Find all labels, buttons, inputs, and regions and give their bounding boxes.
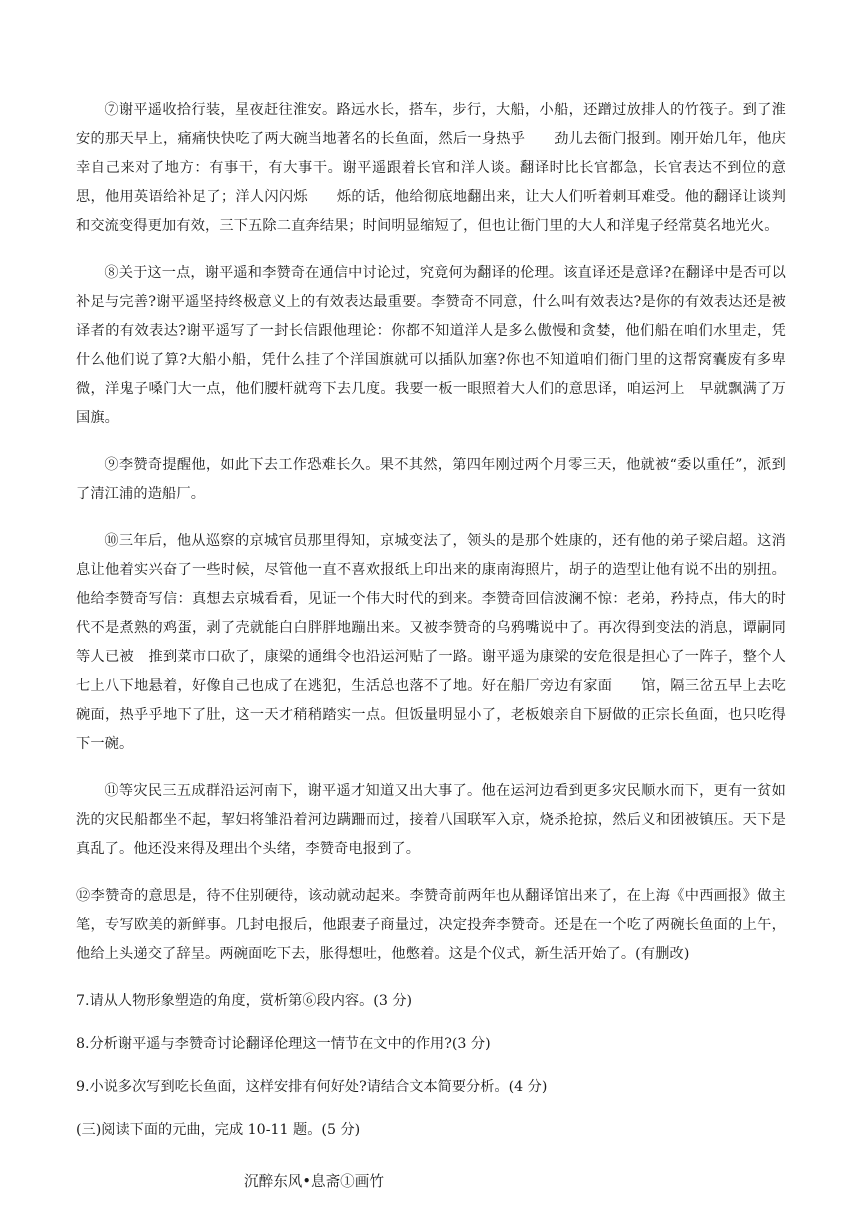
paragraph-9: ⑨李赞奇提醒他，如此下去工作恐难长久。果不其然，第四年刚过两个月零三天，他就被“委以重任”，派到了清江浦的造船厂。	[76, 457, 786, 502]
document-page	[76, 96, 786, 1196]
paragraph-12: ⑫李赞奇的意思是，待不住别硬待，该动就动起来。李赞奇前两年也从翻译馆出来了，在上海《中西画报》做主笔，专写欧美的新鲜事。几封电报后，他跟妻子商量过，决定投奔李赞奇。还是在一个吃了两碗长鱼面的上午，他给上头递交了辞呈。两碗面吃下去，胀得想吐，他憋着。这是个仪式，新生活开始了。(有删改)	[76, 888, 786, 962]
paragraph-8: ⑧关于这一点，谢平遥和李赞奇在通信中讨论过，究竟何为翻译的伦理。该直译还是意译?在翻译中是否可以补足与完善?谢平遥坚持终极意义上的有效表达最重要。李赞奇不同意，什么叫有效表达?是你的有效表达还是被译者的有效表达?谢平遥写了一封长信跟他理论：你都不知道洋人是多么傲慢和贪婪，他们船在咱们水里走，凭什么他们说了算?大船小船，凭什么挂了个洋国旗就可以插队加塞?你也不知道咱们衙门里的这帮窝囊废有多卑微，洋鬼子嗓门大一点，他们腰杆就弯下去几度。我要一板一眼照着大人们的意思译，咱运河上 早就飘满了万国旗。	[76, 265, 787, 426]
question-7: 7.请从人物形象塑造的角度，赏析第⑥段内容。(3 分)	[76, 993, 413, 1009]
paragraph-11: ⑪等灾民三五成群沿运河南下，谢平遥才知道又出大事了。他在运河边看到更多灾民顺水而下，更有一贫如洗的灾民船都坐不起，挈妇将雏沿着河边蹒跚而过，接着八国联军入京，烧杀抢掠，然后义和团被镇压。天下是真乱了。他还没来得及理出个头绪，李赞奇电报到了。	[76, 783, 786, 857]
section-three-heading: (三)阅读下面的元曲，完成 10-11 题。(5 分)	[76, 1122, 361, 1138]
paragraph-7: ⑦谢平遥收拾行装，星夜赶往淮安。路远水长，搭车，步行，大船，小船，还蹭过放排人的竹筏子。到了淮安的那天早上，痛痛快快吃了两大碗当地著名的长鱼面，然后一身热乎 劲儿去衙门报到。刚开始几年，他庆幸自己来对了地方：有事干，有大事干。谢平遥跟着长官和洋人谈。翻译时比长官都急，长官表达不到位的意思，他用英语给补足了；洋人闪闪烁 烁的话，他给彻底地翻出来，让大人们听着刺耳难受。他的翻译让谈判和交流变得更加有效，三下五除二直奔结果；时间明显缩短了，但也让衙门里的大人和洋鬼子经常莫名地光火。	[76, 102, 786, 234]
question-8: 8.分析谢平遥与李赞奇讨论翻译伦理这一情节在文中的作用?(3 分)	[76, 1036, 491, 1052]
paragraph-10: ⑩三年后，他从巡察的京城官员那里得知，京城变法了，领头的是那个姓康的，还有他的弟子梁启超。这消息让他着实兴奋了一些时候，尽管他一直不喜欢报纸上印出来的康南海照片，胡子的造型让他有说不出的别扭。他给李赞奇写信：真想去京城看看，见证一个伟大时代的到来。李赞奇回信波澜不惊：老弟，矜持点，伟大的时代不是煮熟的鸡蛋，剥了壳就能白白胖胖地蹦出来。又被李赞奇的乌鸦嘴说中了。再次得到变法的消息，谭嗣同等人已被 推到菜市口砍了，康梁的通缉令也沿运河贴了一路。谢平遥为康梁的安危很是担心了一阵子，整个人七上八下地悬着，好像自己也成了在逃犯，生活总也落不了地。好在船厂旁边有家面 馆，隔三岔五早上去吃碗面，热乎乎地下了肚，这一天才稍稍踏实一点。但饭量明显小了，老板娘亲自下厨做的正宗长鱼面，也只吃得下一碗。	[76, 533, 786, 752]
question-9: 9.小说多次写到吃长鱼面，这样安排有何好处?请结合文本简要分析。(4 分)	[76, 1079, 548, 1095]
poem-title: 沉醉东风•息斋①画竹	[244, 1173, 384, 1190]
